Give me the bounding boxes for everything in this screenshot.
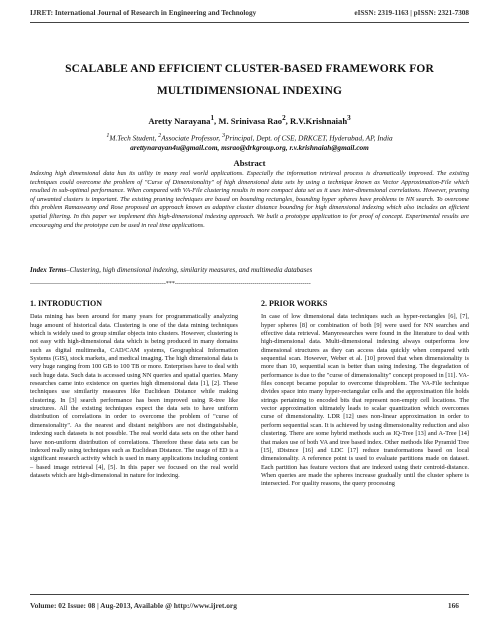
abstract-text: Indexing high dimensional data has its utility in many real world applications. Especially the information retrieval process is dramatically improved. The existing techniques could overcome the problem of "Curse of Dimensionality" of high dimensional data sets by using a technique known as Vector Approximation-File which resulted in sub-optimal performance. When compared with VA-File clustering results in more compact data set as it uses inter-dimensional correlations. However, pruning of unwanted clusters is important. The existing pruning techniques are based on bounding rectangles, bounding hyper spheres have problems in NN search. To overcome this problem Ramaswamy and Rose proposed an approach known as adaptive cluster distance bounding for high dimensional indexing which also includes an efficient spatial filtering. In this paper we implement this high-dimensional indexing approach. We built a prototype application to for proof of concept. Experimental results are encouraging and the prototype can be used in real time applications. xyxy=(30,170,469,229)
page-number: 166 xyxy=(447,601,459,610)
introduction-text: Data mining has been around for many years for programmatically analyzing huge amount of historical data. Clustering is one of the data mining techniques which is widely used to group similar objects into clusters. However, clustering is not easy with high-dimensional data which is being produced in many domains such as digital multimedia, CAD/CAM systems, Geographical Information Systems (GIS), stock markets, and medical imaging. The high dimensional data is very huge ranging from 100 GB to 100 TB or more. Enterprises have to deal with such huge data. Such data is accessed using NN queries and spatial queries. Many researches came into existence on queries high dimensional data [1], [2]. These techniques use similarity measures like Euclidean Distance while making clustering. In [3] search performance has been improved using R-tree like structures. All the existing techniques expect the data sets to have uniform distribution of correlations in order to overcome the problem of "curse of dimensionality". As the nearest and distant neighbors are not distinguishable, indexing such datasets is not possible. The real world data sets on the other hand have non-uniform distribution of correlations. Therefore these data sets can be indexed really using techniques such as Euclidean Distance. The usage of ED is a significant research activity which is used in many applications including content – based image retrieval [4], [5]. In this paper we focused on the real world datasets which are high-dimensional in nature for indexing. xyxy=(30,313,238,479)
author-2-mark: 2 xyxy=(282,114,286,122)
footer-volume: Volume: 02 Issue: 08 | Aug-2013, Available @ http://www.ijret.org xyxy=(30,601,237,610)
affiliation-line: $^1$M.Tech Student, $^2$Associate Professor, $^3$Principal, Dept. of CSE, DRKCET, Hyderabad, AP, India xyxy=(106,133,393,143)
journal-issn: eISSN: 2319-1163 | pISSN: 2321-7308 xyxy=(354,9,469,17)
introduction-heading: 1. INTRODUCTION xyxy=(30,299,103,308)
affiliations xyxy=(30,131,469,153)
author-3: R.V.Krishnaiah xyxy=(289,115,348,126)
author-emails: arettynarayan4u@gmail.com, msrao@drkgroup.org, r.v.krishnaiah@gmail.com xyxy=(130,143,369,153)
left-column xyxy=(30,300,238,480)
abstract-heading: Abstract xyxy=(233,158,266,168)
journal-header xyxy=(30,6,469,22)
author-1-mark: 1 xyxy=(210,114,215,122)
paper-title xyxy=(30,58,469,102)
index-terms-label: Index Terms xyxy=(30,266,67,274)
page-footer xyxy=(30,601,469,615)
author-1: Aretty Narayana xyxy=(148,115,211,126)
footer-rule xyxy=(30,594,469,595)
index-terms xyxy=(30,266,469,274)
paper-title-line-1: SCALABLE AND EFFICIENT CLUSTER-BASED FRAMEWORK FOR xyxy=(65,63,434,75)
author-2: M. Srinivasa Rao xyxy=(218,115,283,126)
prior-works-heading: 2. PRIOR WORKS xyxy=(261,299,328,308)
prior-works-text: In case of low dimensional data techniques such as hyper-rectangles [6], [7], hyper spheres [8] or combination of both [9] were used for NN searches and effective data retrieval. Manyresearches were found in the literature to deal with high-dimensional data. Multi-dimensional indexing always outperforms low dimensional structures as they can access data quickly when compared with sequential scan. However, Weber et al. [10] proved that when dimensionality is more than 10, sequential scan is better than using indexing. The degradation of performance is due to the "curse of dimensionality" concept proposed in [11]. VA-files concept became popular to overcome thisproblem. The VA-File technique divides space into many hyper-rectangular cells and the approximation file holds strings pertaining to encoded bits that represent non-empty cell locations. The vector approximation ultimately leads to scalar quantization which overcomes curse of dimensionality. LDR [12] uses non-linear approximation in order to perform sequential scan. It is achieved by using dimensionality reduction and also clustering. There are some hybrid methods such as IQ-Tree [13] and A-Tree [14] that makes use of both VA and tree based index. Other methods like Pyramid Tree [15], iDistnce [16] and LDC [17] reduce transformations based on local dimensionality. A reference point is used to evaluate partitions made on dataset. Each partition has feature vectors that are indexed using their centroid-distance. When queries are made the spheres increase gradually until the cluster sphere is intersected. For quality reasons, the query processing xyxy=(261,313,469,488)
right-column xyxy=(261,300,469,489)
header-rule xyxy=(30,22,469,23)
paper-title-line-2: MULTIDIMENSIONAL INDEXING xyxy=(156,85,343,97)
author-list: Aretty Narayana$^1$, M. Srinivasa Rao$^2$, R.V.Krishnaiah$^3$ xyxy=(148,114,351,126)
section-divider: --------------------------------------------------------------------***-------------------------------------------------------------------- xyxy=(30,281,311,287)
journal-name: IJRET: International Journal of Research in Engineering and Technology xyxy=(30,9,257,17)
author-3-mark: 3 xyxy=(347,114,351,122)
index-terms-text: –Clustering, high dimensional indexing, similarity measures, and multimedia databases xyxy=(66,266,313,274)
